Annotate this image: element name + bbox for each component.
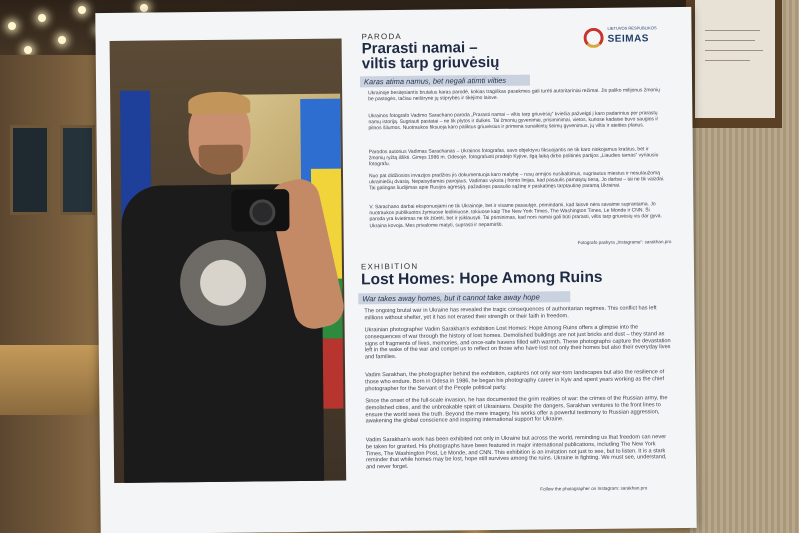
- en-title: Lost Homes: Hope Among Ruins: [361, 268, 603, 289]
- photographer-portrait: [110, 39, 347, 483]
- document-line: [705, 60, 750, 61]
- logo-small-text: LIETUVOS RESPUBLIKOS: [607, 25, 657, 31]
- framed-document: [695, 0, 775, 118]
- ceiling-light: [78, 6, 86, 14]
- ceiling-light: [38, 14, 46, 22]
- window: [60, 125, 95, 215]
- logo-name: SEIMAS: [607, 33, 649, 45]
- railing: [0, 345, 115, 415]
- lt-kicker: PARODA: [361, 31, 403, 42]
- ceiling-light: [8, 22, 16, 30]
- lt-credit: Fotografo paskyra „Instagrame“: sarakhan.pro: [577, 239, 672, 246]
- lt-subtitle: Karas atima namus, bet negali atimti vilties: [360, 75, 530, 88]
- window: [10, 125, 50, 215]
- lt-paragraph: V. Sarachano darbai eksponuojami ne tik Ukrainoje, bet ir visame pasaulyje, primindami, kad laisvė nėra savaime suprantama. Jo nuotraukos publikuotos žymiuose leidiniuose, tokiuose kaip The New York Times, The Washington Times, Le Monde ir CNN. Ši paroda yra kvietimas ne tik žiūrėti, bet ir įsiklausyti. Tai priminimas, kad nors namai gali būti prarasti, viltis tarp griuvėsių vis dar gyva. Ukraina kovoja. Mes privalome matyti, suprasti ir nepamiršti.: [369, 201, 663, 229]
- seimas-emblem-icon: [583, 28, 603, 48]
- seimas-logo: [583, 25, 663, 50]
- lt-paragraph: Parodos autorius Vadimas Sarachanas – Ukrainos fotografas, savo objektyvu fiksuojantis ne tik karo niokojamus kraštus, bet ir žmonių ryžtą išlikti. Gimęs 1986 m. Odesoje, fotografuoti pradėjo Kyjive, ilgą laiką dirbo politinės partijos „Liaudies tarnas“ vyriausiu fotografu.: [368, 146, 659, 168]
- document-line: [705, 50, 763, 51]
- lt-title-line2: viltis tarp griuvėsių: [361, 53, 500, 73]
- en-subtitle: War takes away homes, but it cannot take away hope: [358, 291, 570, 304]
- lt-paragraph: Ukrainoje besitęsiantis brutalus karas parodė, kokias tragiškas pasekmes gali turėti autoritariniai režimai. Jis paliko milijonus žmonių be pastogės, tačiau neištrynė jų stiprybės ir tikėjimo laisve.: [368, 87, 660, 103]
- lt-title-line1: Prarasti namai –: [361, 39, 478, 58]
- en-paragraph: Ukrainian photographer Vadim Sarakhan's exhibition Lost Homes: Hope Among Ruins offers a glimpse into the consequences of war through the history of lost homes. Demolished buildings are not just bricks and dust – they stand as signs of fragments of lives, memories, and once-safe havens filled with warmth. These photographs capture the devastation left in the wake of the war and compel us to reflect on those who have lost not only their homes but also their everyday lives and families.: [364, 324, 671, 361]
- document-line: [705, 40, 755, 41]
- en-paragraph: Vadim Sarakhan, the photographer behind the exhibition, captures not only war-torn landscapes but also the resilience of those who endure. Born in Odesa in 1986, he began his photography career in Kyiv and spent years working as the chief photographer for the Servant of the People political party.: [365, 369, 665, 392]
- ceiling-light: [24, 46, 32, 54]
- lt-paragraph: Nuo pat didžiosios invazijos pradžios jis dokumentuoja karo realybę – rusų armijos nusikaltimus, sugriautus miestus ir nesulaužomą ukrainiečių dvasią. Nepaisydamas pavojaus, Vadimas vyksta į fronto linijas, kad pasaulis pamatytų tiesą. Jo darbai – tai ne tik vaizdai. Tai galingas liudijimas apie Rusijos agresiją, pažadinęs pasaulio sąžinę ir paskatinęs tarptautinę paramą Ukrainai.: [368, 170, 665, 192]
- person-hair: [188, 92, 250, 115]
- en-paragraph: The ongoing brutal war in Ukraine has revealed the tragic consequences of authoritarian regimes. This conflict has left millions without shelter, yet it has not erased their strength or their faith in freedom.: [364, 305, 657, 322]
- ceiling-light: [140, 4, 148, 12]
- exhibition-poster: [95, 7, 696, 533]
- ceiling-light: [58, 36, 66, 44]
- en-paragraph: Vadim Sarakhan's work has been exhibited not only in Ukraine but across the world, reminding us that freedom can never be taken for granted. His photographs have been featured in major international publications, including The New York Times, The Washington Post, Le Monde, and CNN. This exhibition is an invitation not just to see, but to listen. It is a stark reminder that while homes may be lost, hope still survives among the ruins. Ukraine is fighting. We must see, understand, and never forget.: [365, 434, 667, 471]
- camera-lens: [249, 199, 275, 225]
- lt-paragraph: Ukrainos fotografo Vadimo Sarachano paroda „Prarasti namai – viltis tarp griuvėsių“ kviečia pažvelgti į karo padarinius per prarastų namų istoriją. Sugriauti pastatai – ne tik plytos ir dulkės. Tai žmonių gyvenimai, prisiminimai, vietos, kuriose kadaise buvo saugios ir pilnos šilumos. Nuotraukos fiksuoja karo paliktus griuvėsius ir primena sunaikintų šeimų gyvenimus, jų viltis ir ateities planus.: [368, 110, 659, 132]
- document-line: [705, 30, 760, 31]
- en-kicker: EXHIBITION: [360, 261, 419, 272]
- en-credit: Follow the photographer on Instagram: sarakhan.pro: [540, 485, 648, 492]
- trident-emblem: [200, 260, 246, 306]
- en-paragraph: Since the onset of the full-scale invasion, he has documented the grim realities of war: the crimes of the Russian army, the demolished cities, and the unbreakable spirit of Ukrainians. Despite the dangers, Sarakhan ventures to the front lines to ensure the world sees the truth. Beyond the mere imagery, his works offer a powerful testimony to Russian aggression, awakening the global conscience and inspiring international support for Ukraine.: [365, 395, 668, 425]
